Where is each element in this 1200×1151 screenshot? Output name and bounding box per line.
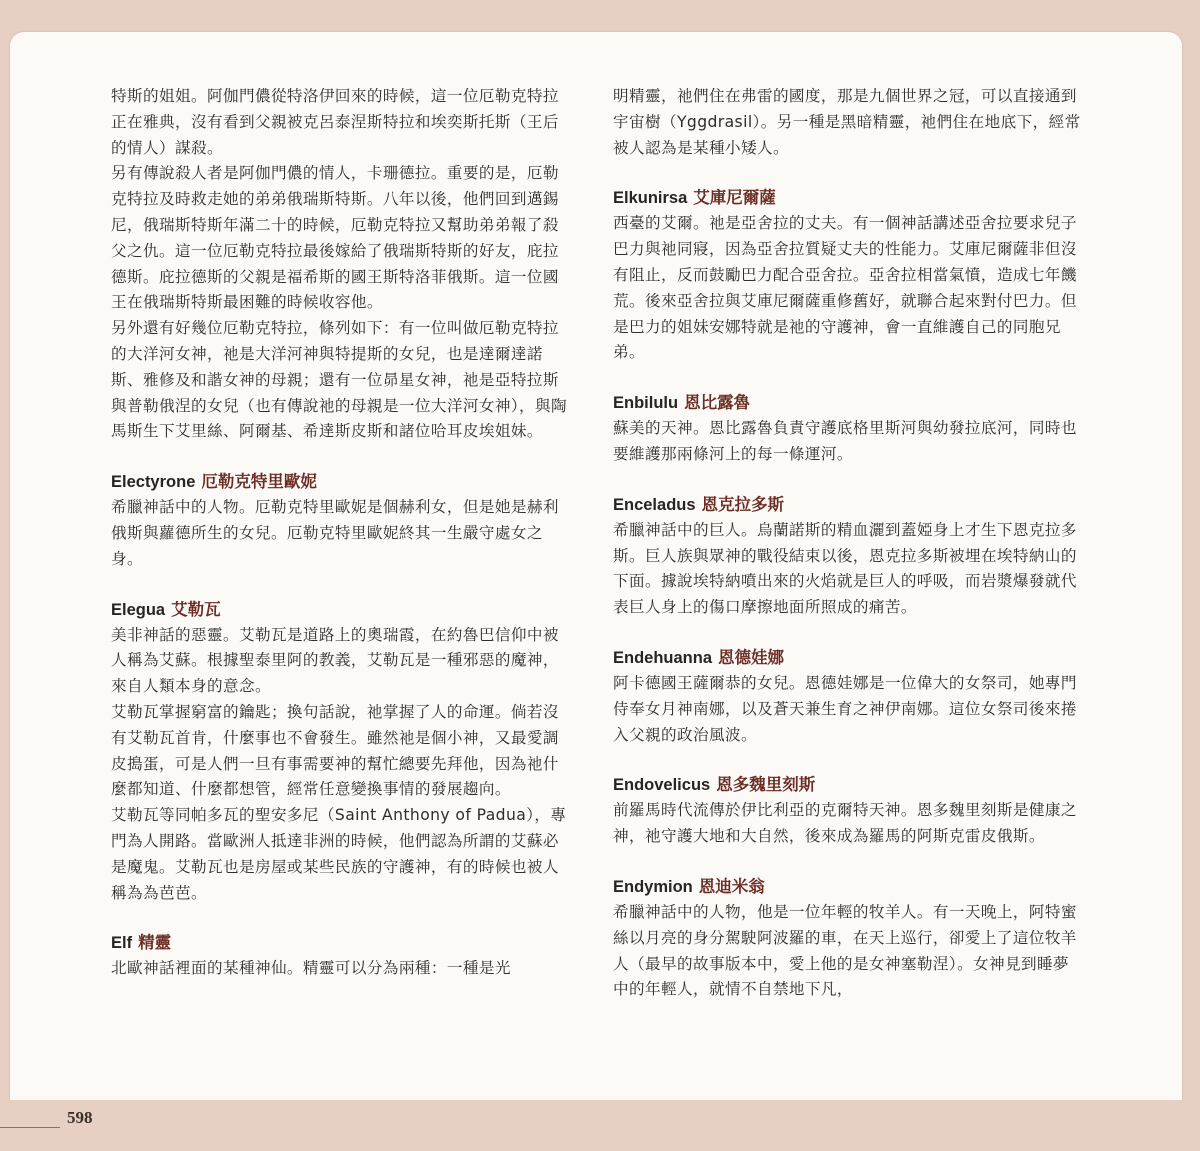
entry-english-name: Endovelicus [613,776,711,795]
entry-chinese-name: 厄勒克特里歐妮 [201,472,317,492]
entry-english-name: Elegua [111,600,166,619]
book-page [10,32,1182,1100]
entry-paragraph: 阿卡德國王薩爾恭的女兒。恩德娃娜是一位偉大的女祭司，她專門侍奉女月神南娜，以及蒼天兼生育之神伊南娜。這位女祭司後來捲入父親的政治風波。 [613,673,1077,744]
entry-chinese-name: 恩克拉多斯 [701,494,785,514]
entry-paragraph: 西臺的艾爾。祂是亞舍拉的丈夫。有一個神話講述亞舍拉要求兒子巴力與祂同寢，因為亞舍拉質疑丈夫的性能力。艾庫尼爾薩非但沒有阻止，反而鼓勵巴力配合亞舍拉。亞舍拉相當氣憤，造成七年饑荒。後來亞舍拉與艾庫尼爾薩重修舊好，就聯合起來對付巴力。但是巴力的姐妹安娜特就是祂的守護神，會一直維護自己的同胞兄弟。 [613,214,1077,362]
entry-chinese-name: 精靈 [138,933,172,953]
entry-english-name: Endymion [613,877,693,896]
entry-heading [613,492,1083,518]
entry-elkunirsa [613,185,1083,366]
entry-heading [613,874,1083,900]
entry-electyrone [111,469,573,572]
entry-heading [111,930,573,956]
paragraph: 明精靈，祂們住在弗雷的國度，那是九個世界之冠，可以直接通到宇宙樹（Yggdrasil）。另一種是黑暗精靈，祂們住在地底下，經常被人認為是某種小矮人。 [613,87,1081,157]
entry-paragraph: 希臘神話中的人物。厄勒克特里歐妮是個赫利女，但是她是赫利俄斯與蘿德所生的女兒。厄勒克特里歐妮終其一生嚴守處女之身。 [111,498,559,568]
entry-paragraph: 希臘神話中的巨人。烏蘭諾斯的精血灑到蓋婭身上才生下恩克拉多斯。巨人族與眾神的戰役結束以後，恩克拉多斯被埋在埃特納山的下面。據說埃特納噴出來的火焰就是巨人的呼吸，而岩漿爆發就代表巨人身上的傷口摩擦地面所照成的痛苦。 [613,520,1077,617]
entry-heading [613,772,1083,798]
entry-paragraph: 美非神話的惡靈。艾勒瓦是道路上的奧瑞霞，在約魯巴信仰中被人稱為艾蘇。根據聖泰里阿的教義，艾勒瓦是一種邪惡的魔神，來自人類本身的意念。 [111,625,559,696]
entry-chinese-name: 恩德娃娜 [718,647,785,667]
entry-elf [111,930,573,982]
paragraph: 另有傳說殺人者是阿伽門儂的情人，卡珊德拉。重要的是，厄勒克特拉及時救走她的弟弟俄瑞斯特斯。八年以後，他們回到邁錫尼，俄瑞斯特斯年滿二十的時候，厄勒克特拉又幫助弟弟報了殺父之仇。這一位厄勒克特拉最後嫁給了俄瑞斯特斯的好友，庇拉德斯。庇拉德斯的父親是福希斯的國王斯特洛菲俄斯。這一位國王在俄瑞斯特斯最困難的時候收容他。 [111,164,559,312]
entry-chinese-name: 艾庫尼爾薩 [693,188,776,208]
entry-endehuanna [613,645,1083,748]
entry-heading [613,390,1083,416]
entry-paragraph: 前羅馬時代流傳於伊比利亞的克爾特天神。恩多魏里刻斯是健康之神，祂守護大地和大自然，後來成為羅馬的阿斯克雷皮俄斯。 [613,801,1077,846]
entry-endovelicus [613,772,1083,850]
entry-chinese-name: 艾勒瓦 [171,599,221,619]
entry-english-name: Elkunirsa [613,189,688,208]
entry-endymion [613,874,1083,1003]
right-column [613,84,1083,1003]
entry-chinese-name: 恩多魏里刻斯 [716,775,816,795]
paragraph: 特斯的姐姐。阿伽門儂從特洛伊回來的時候，這一位厄勒克特拉正在雅典，沒有看到父親被克呂泰涅斯特拉和埃奕斯托斯（王后的情人）謀殺。 [111,87,559,157]
entry-heading [111,469,573,495]
entry-paragraph: 希臘神話中的人物，他是一位年輕的牧羊人。有一天晚上，阿特蜜絲以月亮的身分駕駛阿波羅的車，在天上巡行，卻愛上了這位牧羊人（最早的故事版本中，愛上他的是女神塞勒涅）。女神見到睡夢中的年輕人，就情不自禁地下凡， [613,902,1077,999]
entry-english-name: Electyrone [111,473,196,492]
entry-chinese-name: 恩比露魯 [684,393,751,413]
entry-paragraph: 蘇美的天神。恩比露魯負責守護底格里斯河與幼發拉底河，同時也要維護那兩條河上的每一條運河。 [613,419,1077,463]
entry-elegua [111,597,573,907]
entry-enceladus [613,492,1083,621]
page-number-rule [0,1127,60,1128]
entry-paragraph: 艾勒瓦掌握窮富的鑰匙；換句話說，祂掌握了人的命運。倘若沒有艾勒瓦首肯，什麼事也不會發生。雖然祂是個小神，又最愛調皮搗蛋，可是人們一旦有事需要神的幫忙總要先拜他，因為祂什麼都知道、什麼都想管，經常任意變換事情的發展趨向。 [111,702,559,799]
entry-english-name: Elf [111,934,133,953]
left-column [111,84,573,982]
entry-heading [613,645,1083,671]
entry-enbilulu [613,390,1083,468]
page-bottom-edge [0,1100,1200,1151]
entry-english-name: Enceladus [613,495,696,514]
entry-chinese-name: 恩迪米翁 [698,876,765,896]
entry-heading [111,597,573,623]
page-number: 598 [67,1108,93,1127]
entry-paragraph: 艾勒瓦等同帕多瓦的聖安多尼（Saint Anthony of Padua），專門為人開路。當歐洲人抵達非洲的時候，他們認為所謂的艾蘇必是魔鬼。艾勒瓦也是房屋或某些民族的守護神，有的時候也被人稱為為芭芭。 [111,806,567,902]
entry-english-name: Enbilulu [613,394,679,413]
entry-english-name: Endehuanna [613,648,713,667]
entry-paragraph: 北歐神話裡面的某種神仙。精靈可以分為兩種：一種是光 [111,959,511,978]
entry-heading [613,185,1083,211]
paragraph: 另外還有好幾位厄勒克特拉，條列如下：有一位叫做厄勒克特拉的大洋河女神，祂是大洋河神與特提斯的女兒，也是達爾達諾斯、雅修及和諧女神的母親；還有一位昴星女神，祂是亞特拉斯與普勒俄涅的女兒（也有傳說祂的母親是一位大洋河女神），與陶馬斯生下艾里絲、阿爾基、希達斯皮斯和諸位哈耳皮埃姐妹。 [111,319,568,441]
